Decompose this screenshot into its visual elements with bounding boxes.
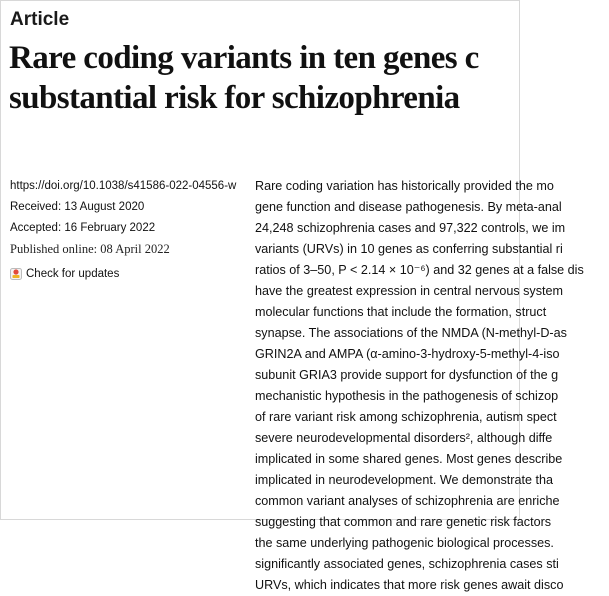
abstract-line: 24,248 schizophrenia cases and 97,322 controls, we im	[255, 221, 566, 235]
article-metadata	[10, 179, 235, 284]
abstract	[255, 176, 584, 596]
check-updates-icon	[10, 268, 22, 280]
abstract-line: severe neurodevelopmental disorders², although diffe	[255, 431, 553, 445]
abstract-line: implicated in neurodevelopment. We demonstrate tha	[255, 473, 553, 487]
abstract-line: have the greatest expression in central nervous system	[255, 284, 564, 298]
article-title	[9, 38, 609, 118]
check-for-updates-button[interactable]	[10, 263, 235, 284]
abstract-line: molecular functions that include the formation, struct	[255, 305, 547, 319]
title-line: Rare coding variants in ten genes c	[9, 40, 479, 76]
abstract-line: implicated in some shared genes. Most genes describe	[255, 452, 563, 466]
abstract-line: suggesting that common and rare genetic risk factors	[255, 515, 552, 529]
abstract-line: Rare coding variation has historically provided the mo	[255, 179, 554, 193]
abstract-line: variants (URVs) in 10 genes as conferring substantial ri	[255, 242, 563, 256]
published-date: Published online: 08 April 2022	[10, 242, 170, 256]
abstract-line: the same underlying pathogenic biological processes.	[255, 536, 554, 550]
doi-link[interactable]: https://doi.org/10.1038/s41586-022-04556-w	[10, 180, 237, 192]
abstract-line: GRIN2A and AMPA (α-amino-3-hydroxy-5-methyl-4-iso	[255, 347, 560, 361]
abstract-line: URVs, which indicates that more risk genes await disco	[255, 578, 564, 592]
accepted-date: Accepted: 16 February 2022	[10, 222, 156, 234]
received-date: Received: 13 August 2020	[10, 201, 145, 213]
abstract-line: of rare variant risk among schizophrenia, autism spect	[255, 410, 557, 424]
check-updates-label: Check for updates	[26, 267, 120, 280]
article-type-label: Article	[10, 9, 70, 30]
abstract-line: gene function and disease pathogenesis. By meta-anal	[255, 200, 562, 214]
abstract-line: ratios of 3–50, P < 2.14 × 10⁻⁶) and 32 genes at a false dis	[255, 263, 584, 277]
abstract-line: synapse. The associations of the NMDA (N-methyl-D-as	[255, 326, 567, 340]
abstract-line: subunit GRIA3 provide support for dysfunction of the g	[255, 368, 559, 382]
title-line: substantial risk for schizophrenia	[9, 80, 460, 116]
abstract-line: common variant analyses of schizophrenia are enriche	[255, 494, 560, 508]
abstract-line: significantly associated genes, schizophrenia cases sti	[255, 557, 559, 571]
abstract-line: mechanistic hypothesis in the pathogenesis of schizop	[255, 389, 559, 403]
